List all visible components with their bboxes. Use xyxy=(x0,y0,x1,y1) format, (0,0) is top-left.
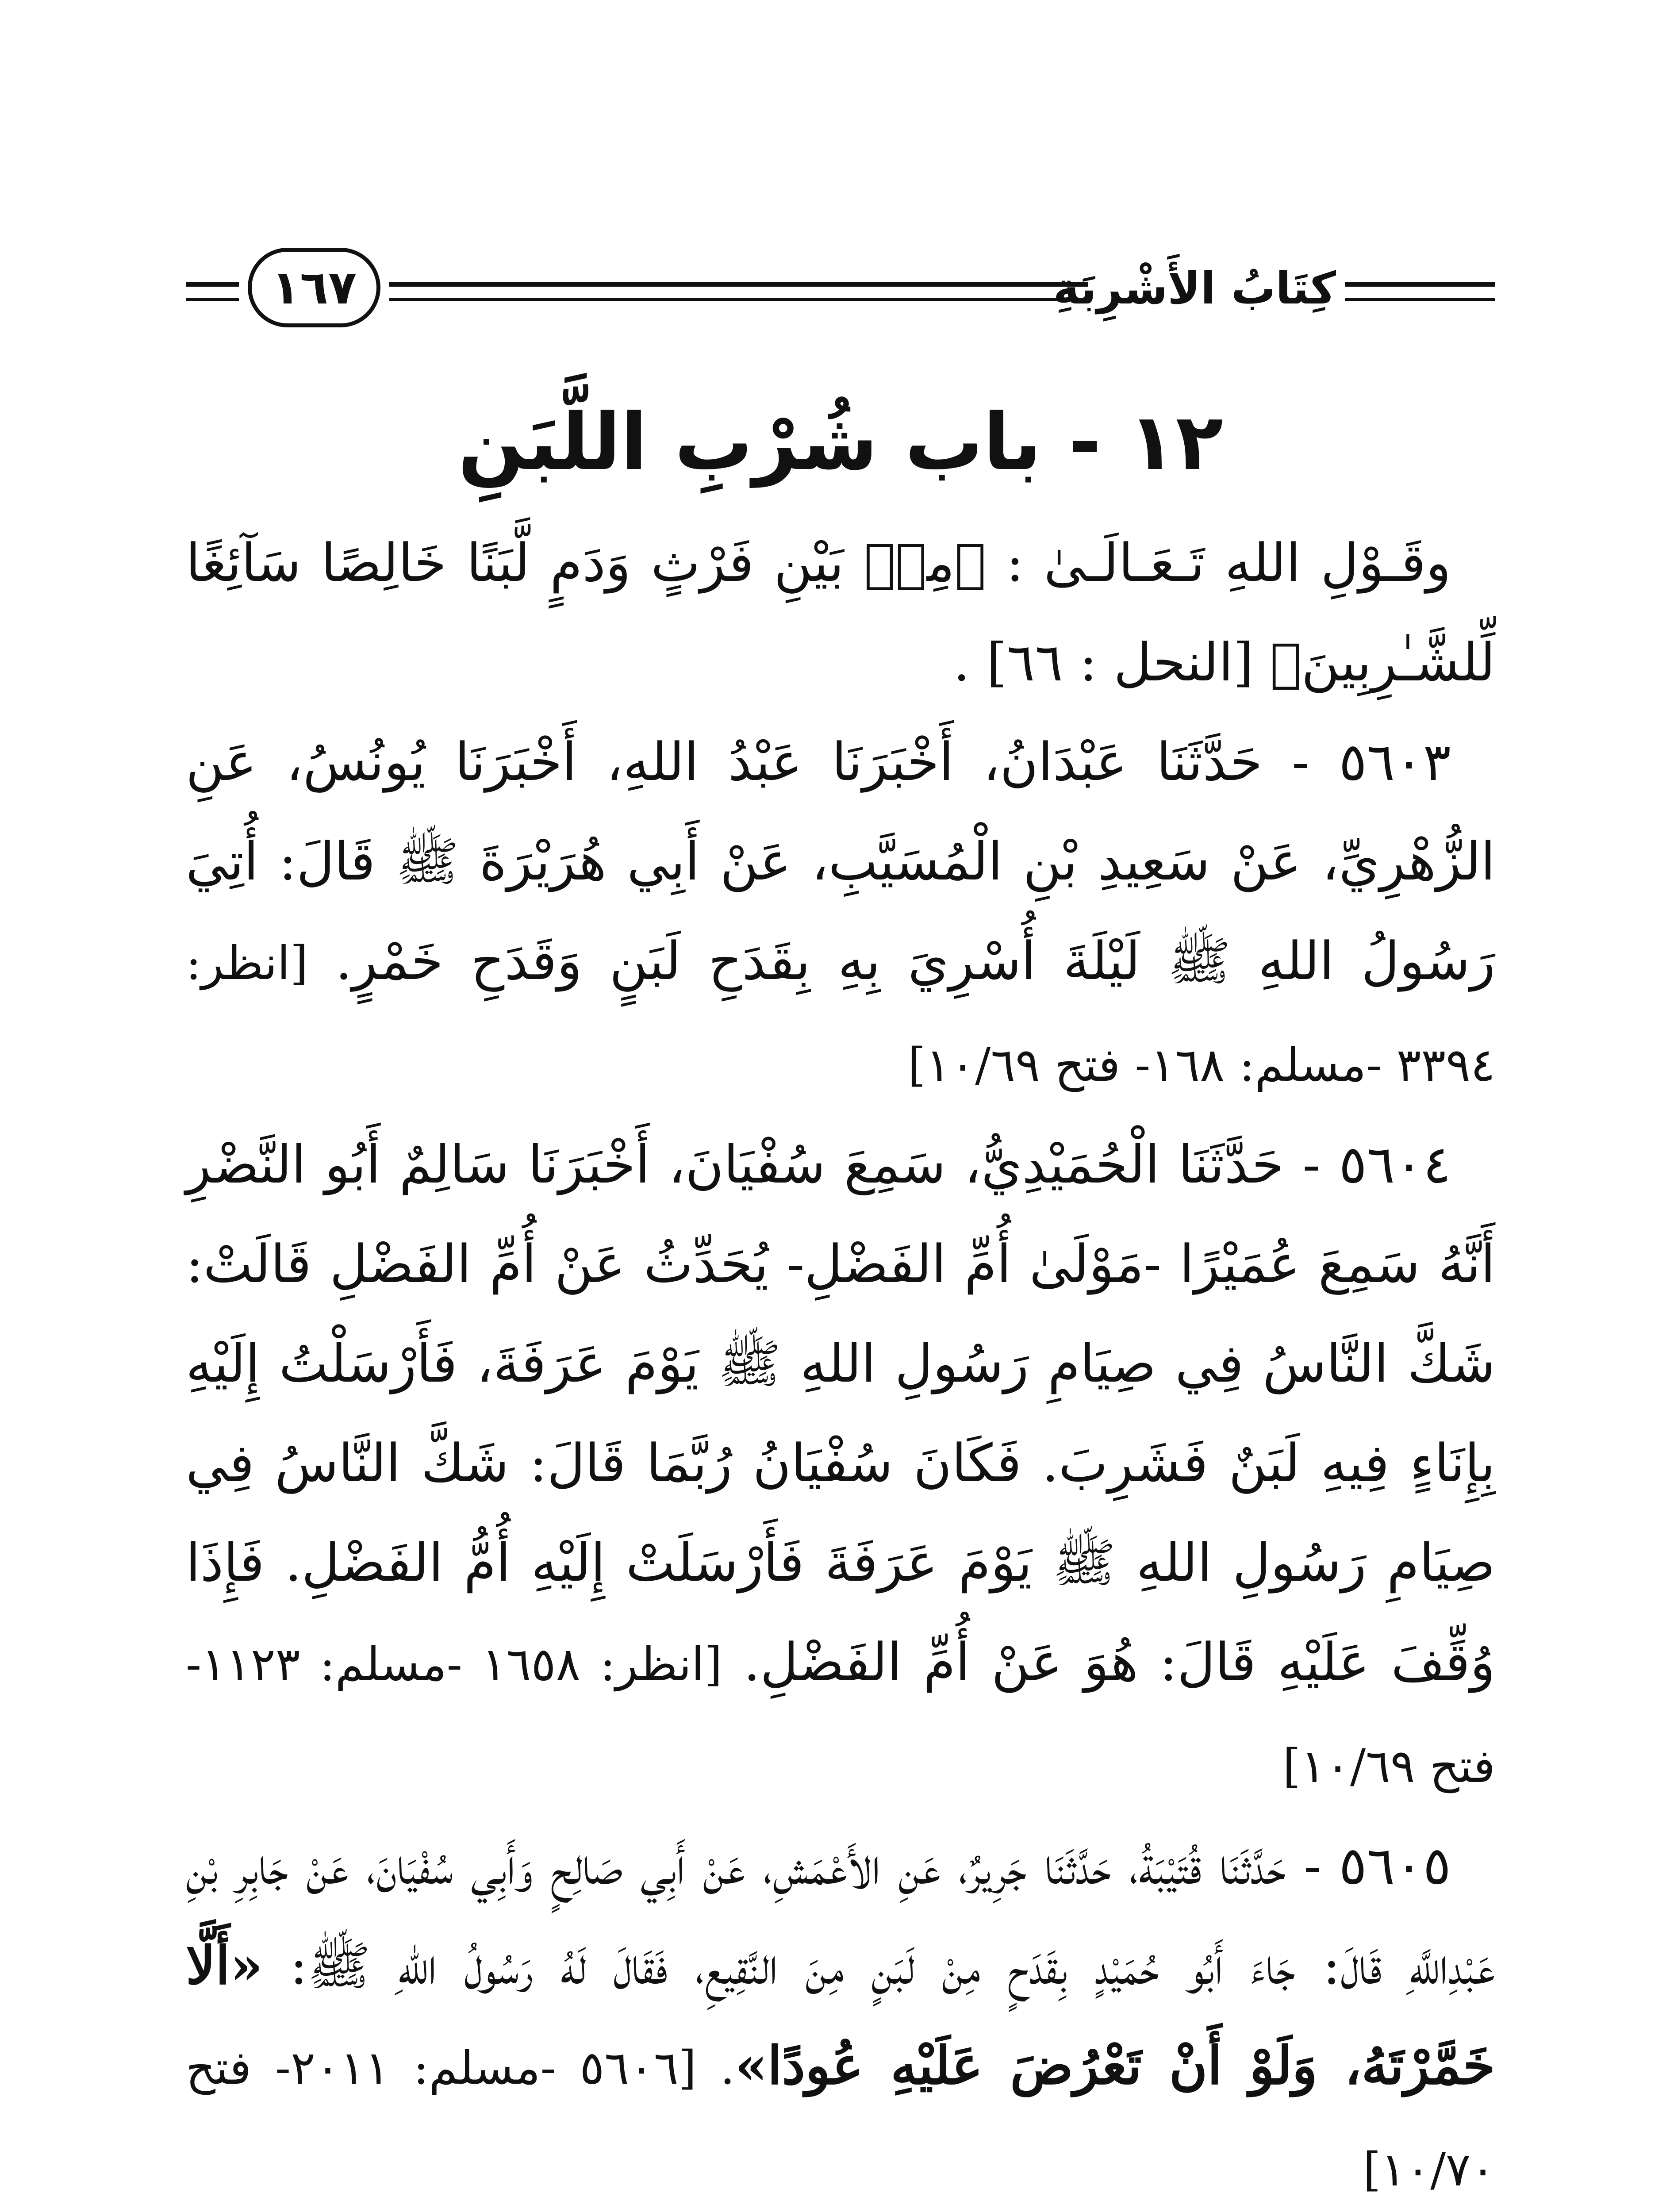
paragraph-hadith-5604 xyxy=(186,1115,1495,1816)
paragraph-text: ٥٦٠٥ - حَدَّثَنَا قُتَيْبَةُ، حَدَّثَنَا جَرِيرٌ، عَنِ الأَعْمَشِ، عَنْ أَبِي صَالِحٍ وَأَبِي سُفْيَانَ، عَنْ جَابِرِ بْنِ عَبْدِاللَّهِ قَالَ: جَاءَ أَبُو حُمَيْدٍ بِقَدَحٍ مِنْ لَبَنٍ مِنَ النَّقِيعِ، فَقَالَ لَهُ رَسُولُ اللهِ ﷺ: xyxy=(186,1835,1495,1996)
running-header xyxy=(186,248,1495,336)
paragraph-text: وقَـوْلِ اللهِ تَـعَـالَـىٰ : ﴿مِنۢ بَيْنِ فَرْثٍ وَدَمٍ لَّبَنًا خَالِصًا سَآئِغًا لِّلشَّـٰرِبِينَ﴾ [النحل : ٦٦] . xyxy=(186,532,1495,693)
header-rule-right xyxy=(1345,282,1495,301)
header-rule-left xyxy=(186,282,239,301)
header-rule-middle xyxy=(389,282,1088,301)
page-number-text: ١٦٧ xyxy=(271,261,357,315)
body-text xyxy=(186,513,1495,2212)
paragraph-text: ٥٦٠٤ - حَدَّثَنَا الْحُمَيْدِيُّ، سَمِعَ سُفْيَانَ، أَخْبَرَنَا سَالِمٌ أَبُو النَّضْرِ أَنَّهُ سَمِعَ عُمَيْرًا -مَوْلَىٰ أُمِّ الفَضْلِ- يُحَدِّثُ عَنْ أُمِّ الفَضْلِ قَالَتْ: شَكَّ النَّاسُ فِي صِيَامِ رَسُولِ اللهِ ﷺ يَوْمَ عَرَفَةَ، فَأَرْسَلْتُ إِلَيْهِ بِإِنَاءٍ فِيهِ لَبَنٌ فَشَرِبَ. فَكَانَ سُفْيَانُ رُبَّمَا قَالَ: شَكَّ النَّاسُ فِي صِيَامِ رَسُولِ اللهِ ﷺ يَوْمَ عَرَفَةَ فَأَرْسَلَتْ إِلَيْهِ أُمُّ الفَضْلِ. فَإِذَا وُقِّفَ عَلَيْهِ قَالَ: هُوَ عَنْ أُمِّ الفَضْلِ. xyxy=(186,1134,1495,1693)
paragraph-verse xyxy=(186,513,1495,712)
hadith-reference: [انظر: ٣٣٩٤ -مسلم: ١٦٨- فتح ١٠/٦٩] xyxy=(186,936,1495,1092)
hadith-reference: . [٥٦٠٦ -مسلم: ٢٠١١- فتح ١٠/٧٠] xyxy=(186,2041,1495,2197)
paragraph-hadith-5605 xyxy=(186,1816,1495,2212)
hadith-reference: [انظر: ١٦٥٨ -مسلم: ١١٢٣- فتح ١٠/٦٩] xyxy=(186,1637,1495,1793)
paragraph-text: ٥٦٠٣ - حَدَّثَنَا عَبْدَانُ، أَخْبَرَنَا عَبْدُ اللهِ، أَخْبَرَنَا يُونُسُ، عَنِ الزُّهْرِيِّ، عَنْ سَعِيدِ بْنِ الْمُسَيَّبِ، عَنْ أَبِي هُرَيْرَةَ ﷺ قَالَ: أُتِيَ رَسُولُ اللهِ ﷺ لَيْلَةَ أُسْرِيَ بِهِ بِقَدَحِ لَبَنٍ وَقَدَحِ خَمْرٍ. xyxy=(186,731,1495,991)
book-title: كِتَابُ الأَشْرِبَةِ xyxy=(1053,262,1336,314)
page-number xyxy=(248,248,380,327)
chapter-title: ١٢ - باب شُرْبِ اللَّبَنِ xyxy=(458,397,1223,488)
hadith-quote: «أَلَّا خَمَّرْتَهُ، وَلَوْ أَنْ تَعْرُضَ عَلَيْهِ عُودًا» xyxy=(186,1935,1495,2096)
paragraph-hadith-5603 xyxy=(186,712,1495,1115)
